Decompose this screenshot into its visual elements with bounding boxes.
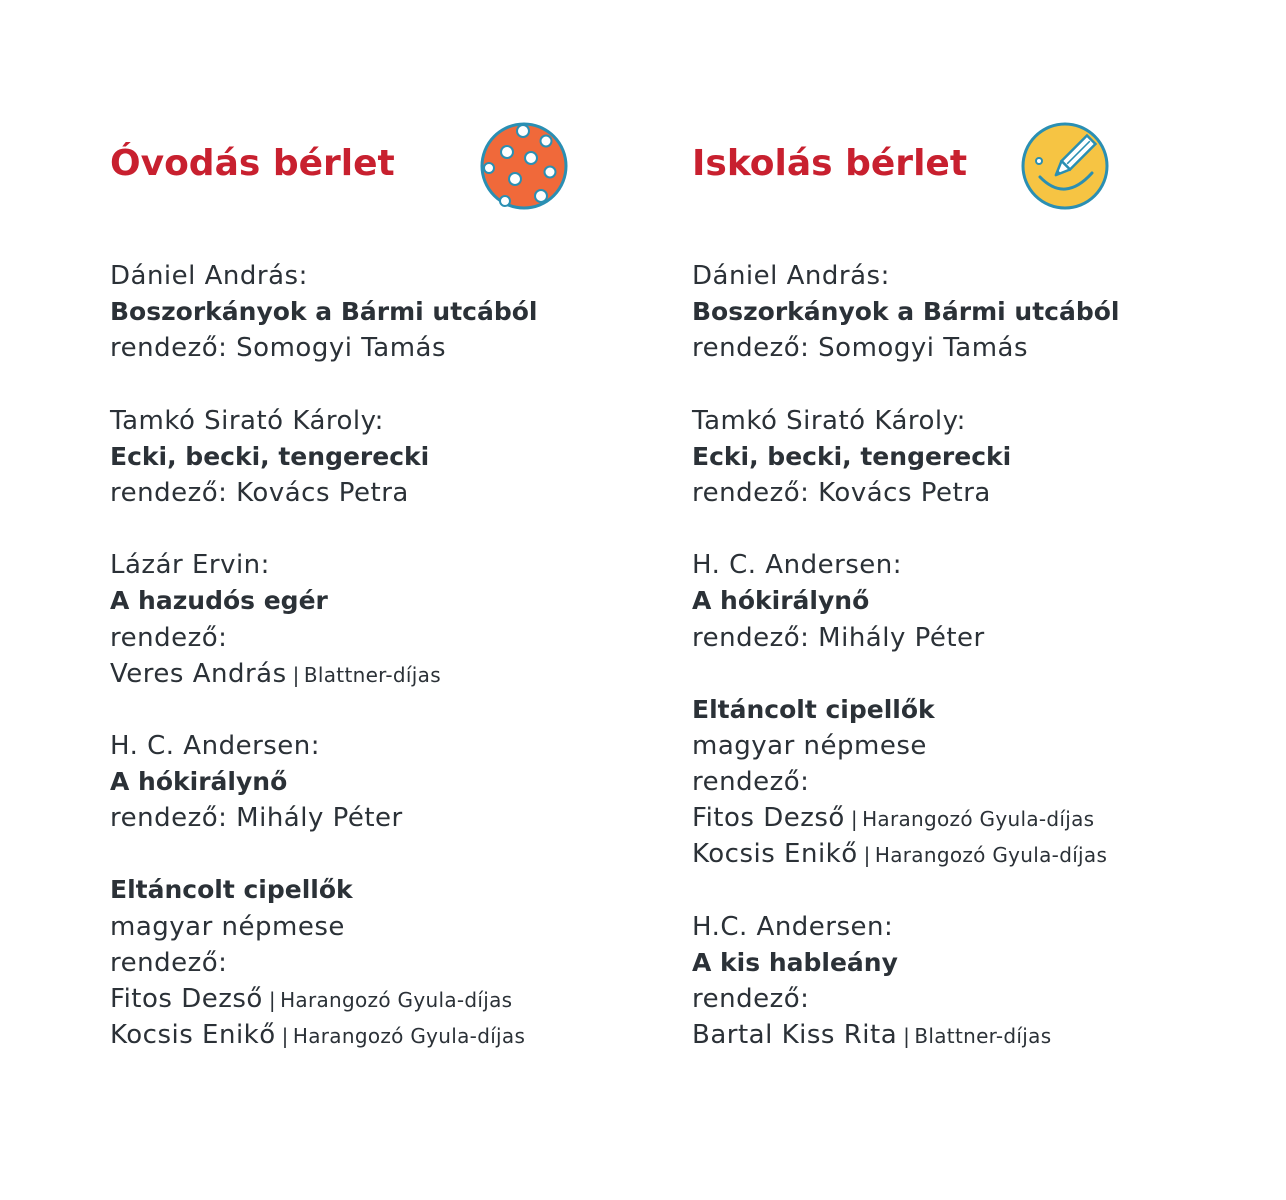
ovodas-title: Óvodás bérlet: [110, 143, 395, 184]
iskolas-title: Iskolás bérlet: [692, 143, 968, 184]
director-award: Harangozó Gyula-díjas: [280, 988, 513, 1012]
entry-subtitle: magyar népmese: [110, 911, 345, 942]
iskolas-entry: [692, 692, 1120, 873]
entry-director: rendező: Mihály Péter: [110, 803, 403, 834]
director-name: Kocsis Enikő: [110, 1020, 276, 1051]
entry-director-name-line: [110, 981, 538, 1017]
entry-director-name-line: [692, 836, 1120, 872]
separator: |: [281, 1024, 289, 1049]
separator: |: [292, 662, 300, 687]
entry-director-label: rendező:: [692, 767, 810, 798]
entry-play-title: Boszorkányok a Bármi utcából: [692, 297, 1120, 327]
director-name: Bartal Kiss Rita: [692, 1020, 898, 1051]
entry-director-label: rendező:: [110, 622, 228, 653]
separator: |: [863, 843, 871, 868]
entry-play-title: Boszorkányok a Bármi utcából: [110, 297, 538, 327]
ovodas-entry: [110, 258, 538, 367]
entry-author: H. C. Andersen:: [110, 730, 321, 761]
ovodas-entry: [110, 403, 538, 512]
entry-subtitle: magyar népmese: [692, 730, 927, 761]
entry-director-name-line: [692, 1017, 1120, 1053]
ovodas-entry: [110, 547, 538, 692]
entry-director-label: rendező:: [692, 984, 810, 1014]
ball-icon: [479, 121, 569, 211]
director-award: Blattner-díjas: [303, 662, 441, 687]
director-name: Fitos Dezső: [110, 984, 263, 1014]
entry-director: rendező: Somogyi Tamás: [692, 333, 1029, 364]
entry-play-title: A hókirálynő: [110, 767, 288, 797]
pencil-smile-icon: [1020, 121, 1110, 211]
entry-author: Lázár Ervin:: [110, 550, 270, 581]
ovodas-entry-list: [110, 258, 538, 1089]
entry-author: H. C. Andersen:: [692, 550, 903, 581]
ovodas-entry: [110, 872, 538, 1053]
entry-author: H.C. Andersen:: [692, 911, 894, 942]
separator: |: [850, 807, 859, 832]
entry-author: Dániel András:: [692, 261, 890, 291]
entry-play-title: A kis hableány: [692, 947, 898, 977]
director-award: Harangozó Gyula-díjas: [862, 807, 1095, 832]
entry-author: Tamkó Sirató Károly:: [110, 405, 384, 436]
separator: |: [268, 988, 277, 1012]
entry-director-name-line: [110, 656, 538, 692]
iskolas-entry-list: [692, 258, 1120, 1089]
iskolas-entry: [692, 403, 1120, 512]
entry-play-title: Ecki, becki, tengerecki: [110, 441, 430, 471]
director-award: Harangozó Gyula-díjas: [292, 1024, 526, 1049]
iskolas-entry: [692, 909, 1120, 1054]
director-name: Fitos Dezső: [692, 803, 845, 834]
entry-play-title: Eltáncolt cipellők: [692, 694, 935, 724]
entry-director-name-line: [110, 1017, 538, 1053]
entry-play-title: Eltáncolt cipellők: [110, 875, 353, 905]
director-award: Harangozó Gyula-díjas: [874, 843, 1108, 868]
director-name: Veres András: [110, 658, 287, 689]
ovodas-entry: [110, 728, 538, 837]
entry-director-name-line: [692, 800, 1120, 836]
entry-director: rendező: Mihály Péter: [692, 622, 985, 653]
entry-play-title: Ecki, becki, tengerecki: [692, 441, 1012, 471]
iskolas-entry: [692, 258, 1120, 367]
entry-author: Tamkó Sirató Károly:: [692, 405, 966, 436]
entry-director-label: rendező:: [110, 947, 228, 978]
entry-author: Dániel András:: [110, 261, 308, 291]
director-name: Kocsis Enikő: [692, 839, 858, 870]
iskolas-entry: [692, 547, 1120, 656]
director-award: Blattner-díjas: [914, 1024, 1052, 1049]
entry-play-title: A hazudós egér: [110, 586, 328, 616]
entry-play-title: A hókirálynő: [692, 586, 870, 616]
separator: |: [903, 1024, 911, 1049]
entry-director: rendező: Somogyi Tamás: [110, 333, 447, 364]
entry-director: rendező: Kovács Petra: [110, 477, 409, 508]
entry-director: rendező: Kovács Petra: [692, 477, 991, 508]
